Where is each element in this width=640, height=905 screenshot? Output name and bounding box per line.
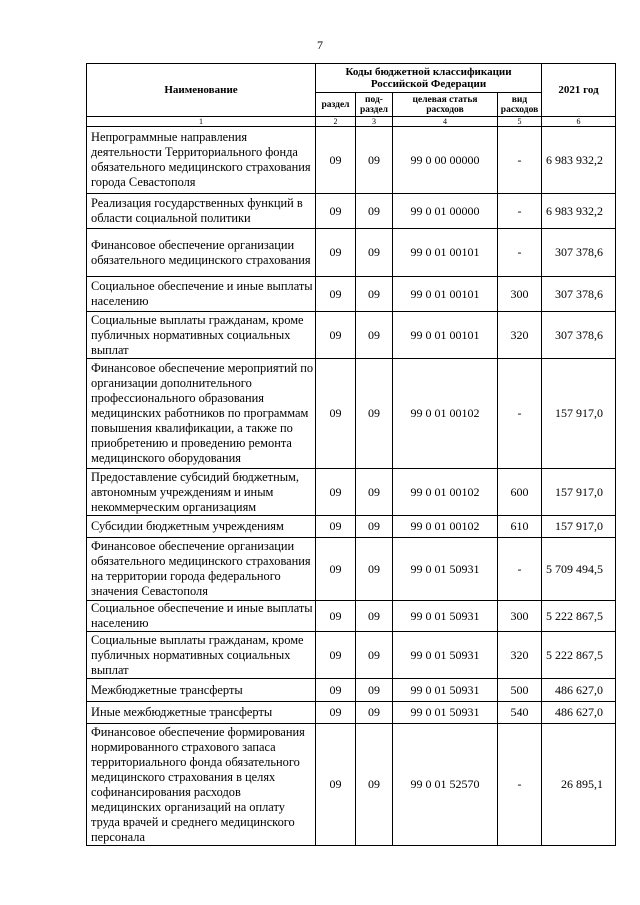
row-vr: 600 <box>498 469 542 516</box>
row-podrazdel: 09 <box>356 469 393 516</box>
row-podrazdel: 09 <box>356 194 393 229</box>
table-row <box>87 469 616 516</box>
row-csr: 99 0 01 00102 <box>393 469 498 516</box>
row-razdel: 09 <box>316 679 356 702</box>
row-amount: 5 709 494,5 <box>542 538 616 601</box>
row-csr: 99 0 01 50931 <box>393 538 498 601</box>
header-name: Наименование <box>87 64 316 117</box>
row-vr: 300 <box>498 601 542 632</box>
table-row <box>87 538 616 601</box>
table-row <box>87 601 616 632</box>
row-vr: 610 <box>498 516 542 538</box>
col-num: 1 <box>87 117 316 127</box>
row-razdel: 09 <box>316 601 356 632</box>
row-vr: - <box>498 359 542 469</box>
row-razdel: 09 <box>316 312 356 359</box>
row-amount: 307 378,6 <box>542 229 616 277</box>
row-name: Иные межбюджетные трансферты <box>87 702 316 724</box>
row-podrazdel: 09 <box>356 516 393 538</box>
row-razdel: 09 <box>316 194 356 229</box>
row-podrazdel: 09 <box>356 127 393 194</box>
row-csr: 99 0 01 00101 <box>393 312 498 359</box>
row-podrazdel: 09 <box>356 702 393 724</box>
row-name: Межбюджетные трансферты <box>87 679 316 702</box>
row-csr: 99 0 01 52570 <box>393 724 498 846</box>
row-csr: 99 0 00 00000 <box>393 127 498 194</box>
row-vr: - <box>498 194 542 229</box>
row-amount: 486 627,0 <box>542 702 616 724</box>
row-podrazdel: 09 <box>356 679 393 702</box>
row-csr: 99 0 01 00102 <box>393 516 498 538</box>
row-razdel: 09 <box>316 469 356 516</box>
row-vr: - <box>498 229 542 277</box>
row-name: Социальное обеспечение и иные выплаты населению <box>87 601 316 632</box>
row-amount: 157 917,0 <box>542 469 616 516</box>
row-podrazdel: 09 <box>356 724 393 846</box>
row-vr: 320 <box>498 312 542 359</box>
row-amount: 157 917,0 <box>542 359 616 469</box>
row-podrazdel: 09 <box>356 229 393 277</box>
row-name: Непрограммные направления деятельности Территориального фонда обязательного медицинского страхования города Севастополя <box>87 127 316 194</box>
row-csr: 99 0 01 50931 <box>393 632 498 679</box>
table-row <box>87 229 616 277</box>
row-amount: 26 895,1 <box>542 724 616 846</box>
row-razdel: 09 <box>316 702 356 724</box>
row-podrazdel: 09 <box>356 359 393 469</box>
table-row <box>87 312 616 359</box>
table-row <box>87 702 616 724</box>
row-csr: 99 0 01 50931 <box>393 601 498 632</box>
table-row <box>87 724 616 846</box>
row-razdel: 09 <box>316 632 356 679</box>
row-amount: 157 917,0 <box>542 516 616 538</box>
row-csr: 99 0 01 00101 <box>393 277 498 312</box>
row-amount: 5 222 867,5 <box>542 601 616 632</box>
row-razdel: 09 <box>316 724 356 846</box>
row-vr: 500 <box>498 679 542 702</box>
row-name: Реализация государственных функций в области социальной политики <box>87 194 316 229</box>
row-name: Финансовое обеспечение организации обязательного медицинского страхования <box>87 229 316 277</box>
row-podrazdel: 09 <box>356 632 393 679</box>
row-amount: 5 222 867,5 <box>542 632 616 679</box>
row-csr: 99 0 01 50931 <box>393 702 498 724</box>
page-number: 7 <box>317 38 323 52</box>
table-row <box>87 127 616 194</box>
row-csr: 99 0 01 00102 <box>393 359 498 469</box>
row-razdel: 09 <box>316 359 356 469</box>
row-razdel: 09 <box>316 516 356 538</box>
row-name: Социальное обеспечение и иные выплаты населению <box>87 277 316 312</box>
row-csr: 99 0 01 00101 <box>393 229 498 277</box>
row-razdel: 09 <box>316 538 356 601</box>
row-vr: - <box>498 127 542 194</box>
row-vr: 300 <box>498 277 542 312</box>
table-body <box>87 127 616 846</box>
header-razdel: раздел <box>316 93 356 117</box>
row-amount: 486 627,0 <box>542 679 616 702</box>
budget-table <box>86 63 616 846</box>
row-amount: 307 378,6 <box>542 312 616 359</box>
header-codes: Коды бюджетной классификации Российской Федерации <box>316 64 542 93</box>
row-name: Финансовое обеспечение мероприятий по организации дополнительного профессионального образования медицинских работников по программам повышения квалификации, а также по приобретению и проведению ремонта медицинского оборудования <box>87 359 316 469</box>
table-row <box>87 194 616 229</box>
row-csr: 99 0 01 00000 <box>393 194 498 229</box>
table-row <box>87 359 616 469</box>
header-vid: вид расходов <box>498 93 542 117</box>
row-vr: - <box>498 724 542 846</box>
row-podrazdel: 09 <box>356 538 393 601</box>
col-num: 6 <box>542 117 616 127</box>
row-razdel: 09 <box>316 127 356 194</box>
table-row <box>87 277 616 312</box>
row-vr: 540 <box>498 702 542 724</box>
row-name: Предоставление субсидий бюджетным, автономным учреждениям и иным некоммерческим организациям <box>87 469 316 516</box>
header-podrazdel: под-раздел <box>356 93 393 117</box>
row-amount: 6 983 932,2 <box>542 127 616 194</box>
col-num: 5 <box>498 117 542 127</box>
row-razdel: 09 <box>316 229 356 277</box>
table-row <box>87 679 616 702</box>
row-razdel: 09 <box>316 277 356 312</box>
row-name: Финансовое обеспечение формирования нормированного страхового запаса территориального фонда обязательного медицинского страхования в целях софинансирования расходов медицинских организаций на оплату труда врачей и среднего медицинского персонала <box>87 724 316 846</box>
row-csr: 99 0 01 50931 <box>393 679 498 702</box>
row-podrazdel: 09 <box>356 277 393 312</box>
row-podrazdel: 09 <box>356 601 393 632</box>
col-num: 3 <box>356 117 393 127</box>
row-amount: 307 378,6 <box>542 277 616 312</box>
table-row <box>87 516 616 538</box>
col-num: 2 <box>316 117 356 127</box>
row-vr: - <box>498 538 542 601</box>
row-name: Социальные выплаты гражданам, кроме публичных нормативных социальных выплат <box>87 312 316 359</box>
row-podrazdel: 09 <box>356 312 393 359</box>
col-num: 4 <box>393 117 498 127</box>
row-name: Субсидии бюджетным учреждениям <box>87 516 316 538</box>
row-name: Социальные выплаты гражданам, кроме публичных нормативных социальных выплат <box>87 632 316 679</box>
row-amount: 6 983 932,2 <box>542 194 616 229</box>
row-vr: 320 <box>498 632 542 679</box>
header-year: 2021 год <box>542 64 616 117</box>
row-name: Финансовое обеспечение организации обязательного медицинского страхования на территории города федерального значения Севастополя <box>87 538 316 601</box>
header-celevaya: целевая статья расходов <box>393 93 498 117</box>
table-row <box>87 632 616 679</box>
